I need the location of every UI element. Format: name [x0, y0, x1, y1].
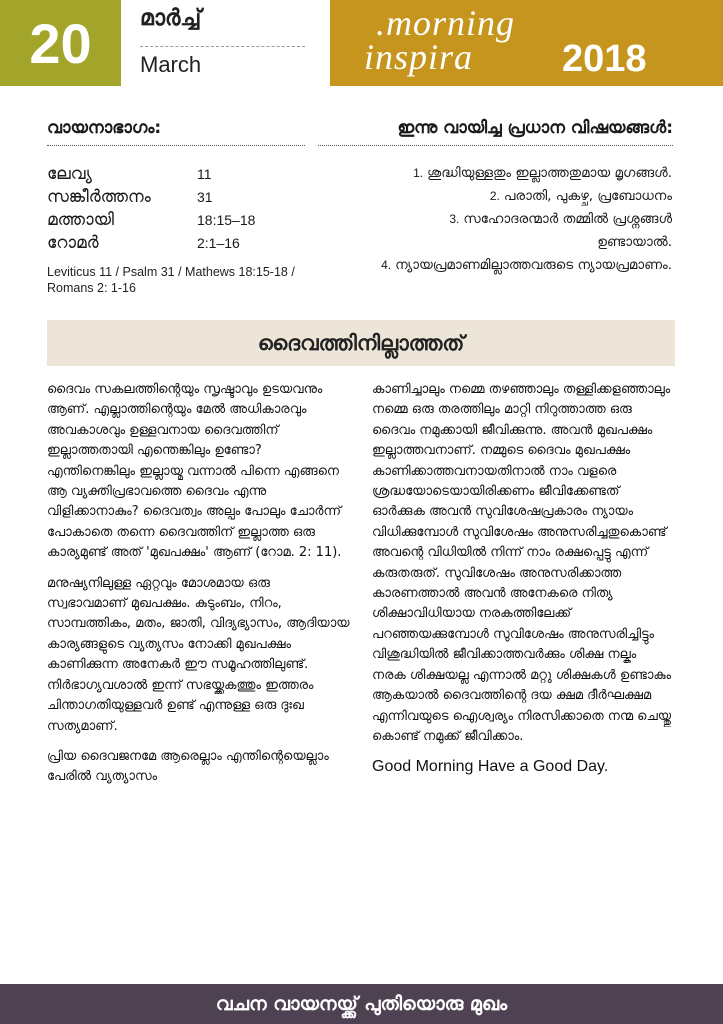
- reading-plan-list: [47, 162, 307, 254]
- month-malayalam: മാർച്ച്: [140, 6, 202, 31]
- topic-text: പരാതി, പുകഴ്ച, പ്രബോധനം: [503, 188, 672, 204]
- footer-tagline: വചന വായനയ്ക്ക് പുതിയൊരു മുഖം: [0, 984, 723, 1024]
- article-paragraph: പ്രിയ ദൈവജനമേ ആരെല്ലാം എന്തിന്റെയെല്ലാം പേരിൽ വ്യത്യാസം: [47, 748, 329, 785]
- book-name: മത്തായി: [47, 209, 114, 230]
- topic-text: ന്യായപ്രമാണമില്ലാത്തവരുടെ ന്യായപ്രമാണം.: [395, 257, 672, 273]
- reading-plan-item: [47, 231, 307, 254]
- article-paragraph: ദൈവം സകലത്തിന്റെയും സൃഷ്ടാവും ഉടയവനും ആണ്. എല്ലാത്തിന്റെയും മേൽ അധികാരവും അവകാശവും ഉള്ളവനായ ദൈവത്തിന് ഇല്ലാത്തതായി എന്തെങ്കിലും ഉണ്ടോ? എന്തിനെങ്കിലും ഇല്ലായ്മ വന്നാൽ പിന്നെ എങ്ങനെ ആ വ്യക്തിപ്രഭാവത്തെ ദൈവം എന്നു വിളിക്കാനാകും? ദൈവത്വം അല്പം പോലും ചോർന്ന് പോകാതെ തന്നെ ദൈവത്തിന് ഇല്ലാത്ത ഒരു കാര്യമുണ്ട് അത് 'മുഖപക്ഷം' ആണ് (റോമ. 2: 11).: [47, 382, 342, 561]
- reading-plan-item: [47, 162, 307, 185]
- reading-plan-item: [47, 185, 307, 208]
- topic-number: 3.: [449, 212, 460, 226]
- month-english: March: [140, 52, 202, 77]
- topic-number: 2.: [489, 189, 500, 203]
- book-reference: 2:1–16: [197, 234, 240, 251]
- page-header: [0, 0, 723, 90]
- article-paragraph: കാണിച്ചാലും നമ്മെ തഴഞ്ഞാലും തള്ളിക്കളഞ്ഞാലും നമ്മെ ഒരു തരത്തിലും മാറ്റി നിറുത്താത്ത ഒരു ദൈവം നമുക്കായി ജീവിക്കുന്നു. അവൻ മുഖപക്ഷം ഇല്ലാത്തവനാണ്. നമ്മുടെ ദൈവം മുഖപക്ഷം കാണിക്കാത്തവനായതിനാൽ നാം വളരെ ശ്രദ്ധയോടെയായിരിക്കണം ജീവിക്കേണ്ടത് ഓർക്കുക അവൻ സുവിശേഷപ്രകാരം ന്യായം വിധിക്കുമ്പോൾ സുവിശേഷം അനുസരിച്ചതുകൊണ്ട് അവന്റെ വിധിയിൽ നിന്ന് നാം രക്ഷപ്പെട്ടു എന്ന് കരുതരുത്. സുവിശേഷം അനുസരിക്കാത്ത കാരണത്താൽ അവൻ അനേകരെ നിത്യ ശിക്ഷാവിധിയായ നരകത്തിലേക്ക് പറഞ്ഞയക്കുമ്പോൾ സുവിശേഷം അനുസരിച്ചിട്ടും വിശുദ്ധിയിൽ ജീവിക്കാത്തവർക്കും ശിക്ഷ നല്കും നരക ശിക്ഷയല്ല എന്നാൽ മറ്റു ശിക്ഷകൾ ഉണ്ടാകും ആകയാൽ ദൈവത്തിന്റെ ദയ ക്ഷമ ദീർഘക്ഷമ എന്നിവയുടെ ഐശ്വര്യം നിരസിക്കാതെ നന്മ ചെയ്തു കൊണ്ട് നമുക്ക് ജീവിക്കാം.: [372, 382, 672, 744]
- book-reference: 31: [197, 188, 213, 205]
- book-name: ലേവ്യ: [47, 163, 92, 184]
- month-divider: [140, 46, 305, 47]
- brand-logo: [330, 0, 723, 86]
- topic-number: 1.: [413, 166, 424, 180]
- reading-plan-divider: [47, 145, 305, 146]
- book-name: റോമർ: [47, 232, 99, 253]
- day-number: 20: [0, 0, 121, 86]
- book-name: സങ്കീർത്തനം: [47, 186, 151, 207]
- topic-item: [280, 162, 672, 185]
- book-reference: 11: [197, 165, 212, 182]
- article-paragraph: മനുഷ്യനിലുള്ള ഏറ്റവും മോശമായ ഒരു സ്വഭാവമാണ് മുഖപക്ഷം. കുടുംബം, നിറം, സാമ്പത്തികം, മതം, ജാതി, വിദ്യഭ്യാസം, ആദിയായ കാര്യങ്ങളുടെ വ്യത്യസം നോക്കി മുഖപക്ഷം കാണിക്കുന്ന അനേകർ ഈ സമൂഹത്തിലുണ്ട്. നിർഭാഗ്യവശാൽ ഇന്ന് സഭയ്ക്കകത്തും ഇത്തരം ചിന്താഗതിയുള്ളവർ ഉണ്ട് എന്നുള്ള ഒരു ദുഃഖ സത്യമാണ്.: [47, 575, 350, 734]
- topic-number: 4.: [381, 258, 392, 272]
- reading-plan-item: [47, 208, 307, 231]
- article-right-column: [372, 380, 674, 778]
- reading-plan-english: Leviticus 11 / Psalm 31 / Mathews 18:15-18 / Romans 2: 1-16: [47, 265, 295, 295]
- topic-text: ശുദ്ധിയുള്ളതും ഇല്ലാത്തതുമായ മൃഗങ്ങൾ.: [427, 165, 672, 181]
- book-reference: 18:15–18: [197, 211, 256, 228]
- article-title: ദൈവത്തിനില്ലാത്തത്: [47, 320, 675, 366]
- topic-item: [280, 231, 672, 254]
- reading-plan-heading: വായനാഭാഗം:: [47, 118, 162, 138]
- main-topics-list: [280, 162, 672, 277]
- topic-text: സഹോദരന്മാർ തമ്മിൽ പ്രശ്നങ്ങൾ: [463, 211, 672, 227]
- brand-year: 2018: [562, 38, 647, 80]
- closing-greeting: Good Morning Have a Good Day.: [372, 758, 609, 776]
- main-topics-heading: ഇന്നു വായിച്ച പ്രധാന വിഷയങ്ങൾ:: [397, 118, 673, 138]
- topic-item: [280, 208, 672, 231]
- brand-line-1: .morning: [376, 3, 516, 43]
- topic-item: [280, 254, 672, 277]
- article-left-column: [47, 380, 352, 798]
- topic-text: ഉണ്ടായാൽ.: [597, 234, 672, 250]
- brand-line-2: inspira: [364, 37, 474, 77]
- main-topics-divider: [318, 145, 673, 146]
- topic-item: [280, 185, 672, 208]
